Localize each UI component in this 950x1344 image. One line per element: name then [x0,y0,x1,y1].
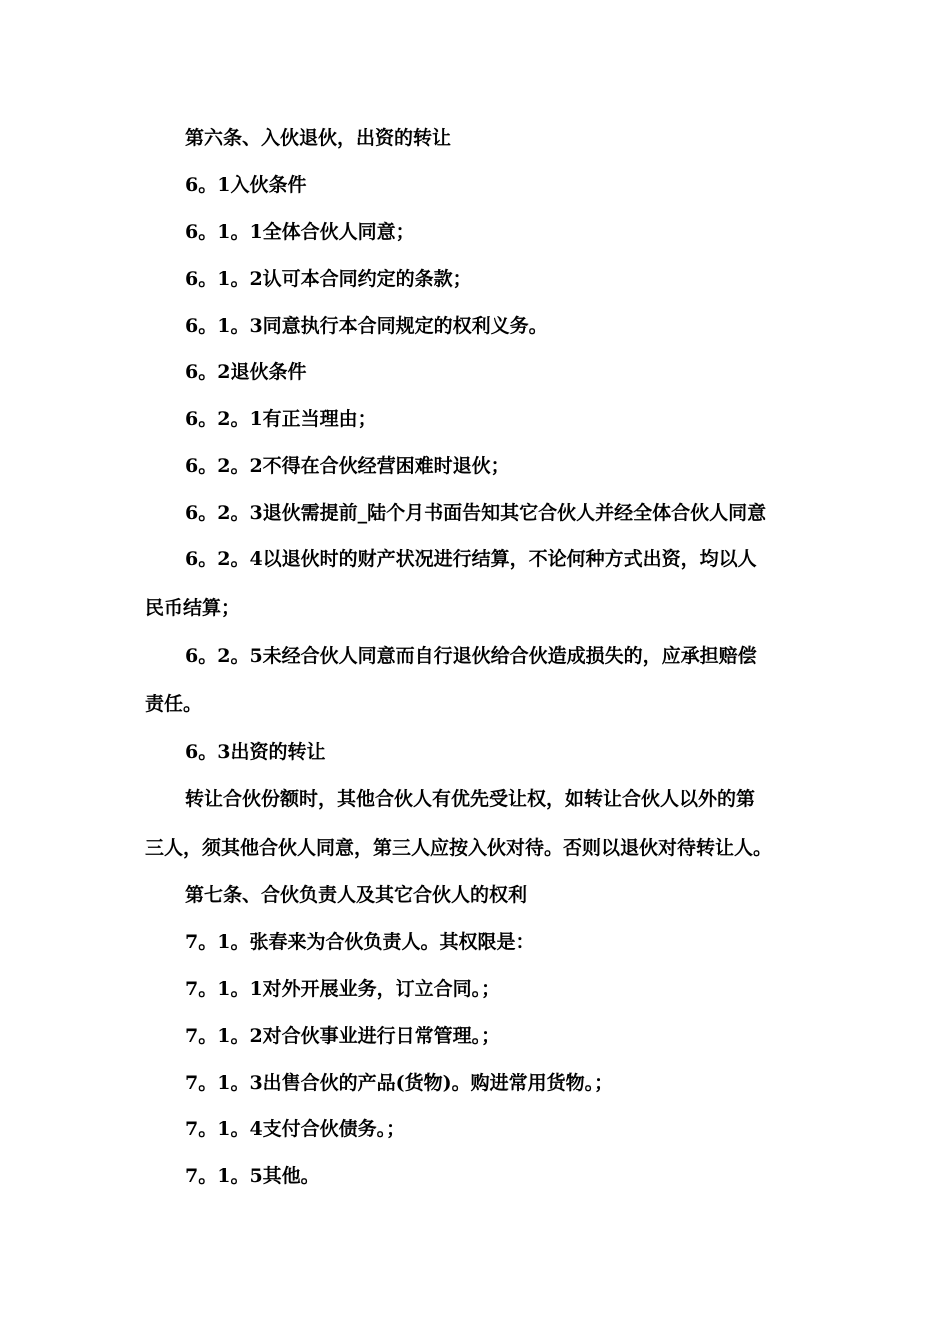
clause-6-2-heading: 6。2退伙条件 [185,361,307,383]
clause-6-1-3: 6。1。3同意执行本合同规定的权利义务。 [185,315,548,337]
clause-6-2-4: 6。2。4以退伙时的财产状况进行结算，不论何种方式出资，均以人 [185,548,757,570]
clause-7-1: 7。1。张春来为合伙负责人。其权限是： [185,931,535,953]
clause-7-1-1: 7。1。1对外开展业务，订立合同。； [185,978,501,1000]
clause-6-3-text: 转让合伙份额时，其他合伙人有优先受让权，如转让合伙人以外的第 [185,788,756,810]
clause-7-1-5: 7。1。5其他。 [185,1165,320,1187]
clause-6-2-5-continued: 责任。 [145,693,203,715]
clause-6-1-1: 6。1。1全体合伙人同意； [185,221,415,243]
article-6-heading: 第六条、入伙退伙，出资的转让 [185,127,452,149]
clause-6-2-5: 6。2。5未经合伙人同意而自行退伙给合伙造成损失的，应承担赔偿 [185,645,757,667]
clause-6-1-2: 6。1。2认可本合同约定的条款； [185,268,472,290]
clause-6-2-1: 6。2。1有正当理由； [185,408,377,430]
clause-6-2-3: 6。2。3退伙需提前_陆个月书面告知其它合伙人并经全体合伙人同意 [185,502,767,524]
article-7-heading: 第七条、合伙负责人及其它合伙人的权利 [185,884,528,906]
clause-6-3-text-continued: 三人，须其他合伙人同意，第三人应按入伙对待。否则以退伙对待转让人。 [145,837,773,859]
clause-6-2-4-continued: 民币结算； [145,597,241,619]
clause-7-1-2: 7。1。2对合伙事业进行日常管理。； [185,1025,501,1047]
clause-6-2-2: 6。2。2不得在合伙经营困难时退伙； [185,455,510,477]
clause-7-1-4: 7。1。4支付合伙债务。； [185,1118,406,1140]
clause-6-3-heading: 6。3出资的转让 [185,741,326,763]
clause-7-1-3: 7。1。3出售合伙的产品(货物)。购进常用货物。； [185,1072,614,1094]
clause-6-1-heading: 6。1入伙条件 [185,174,307,196]
